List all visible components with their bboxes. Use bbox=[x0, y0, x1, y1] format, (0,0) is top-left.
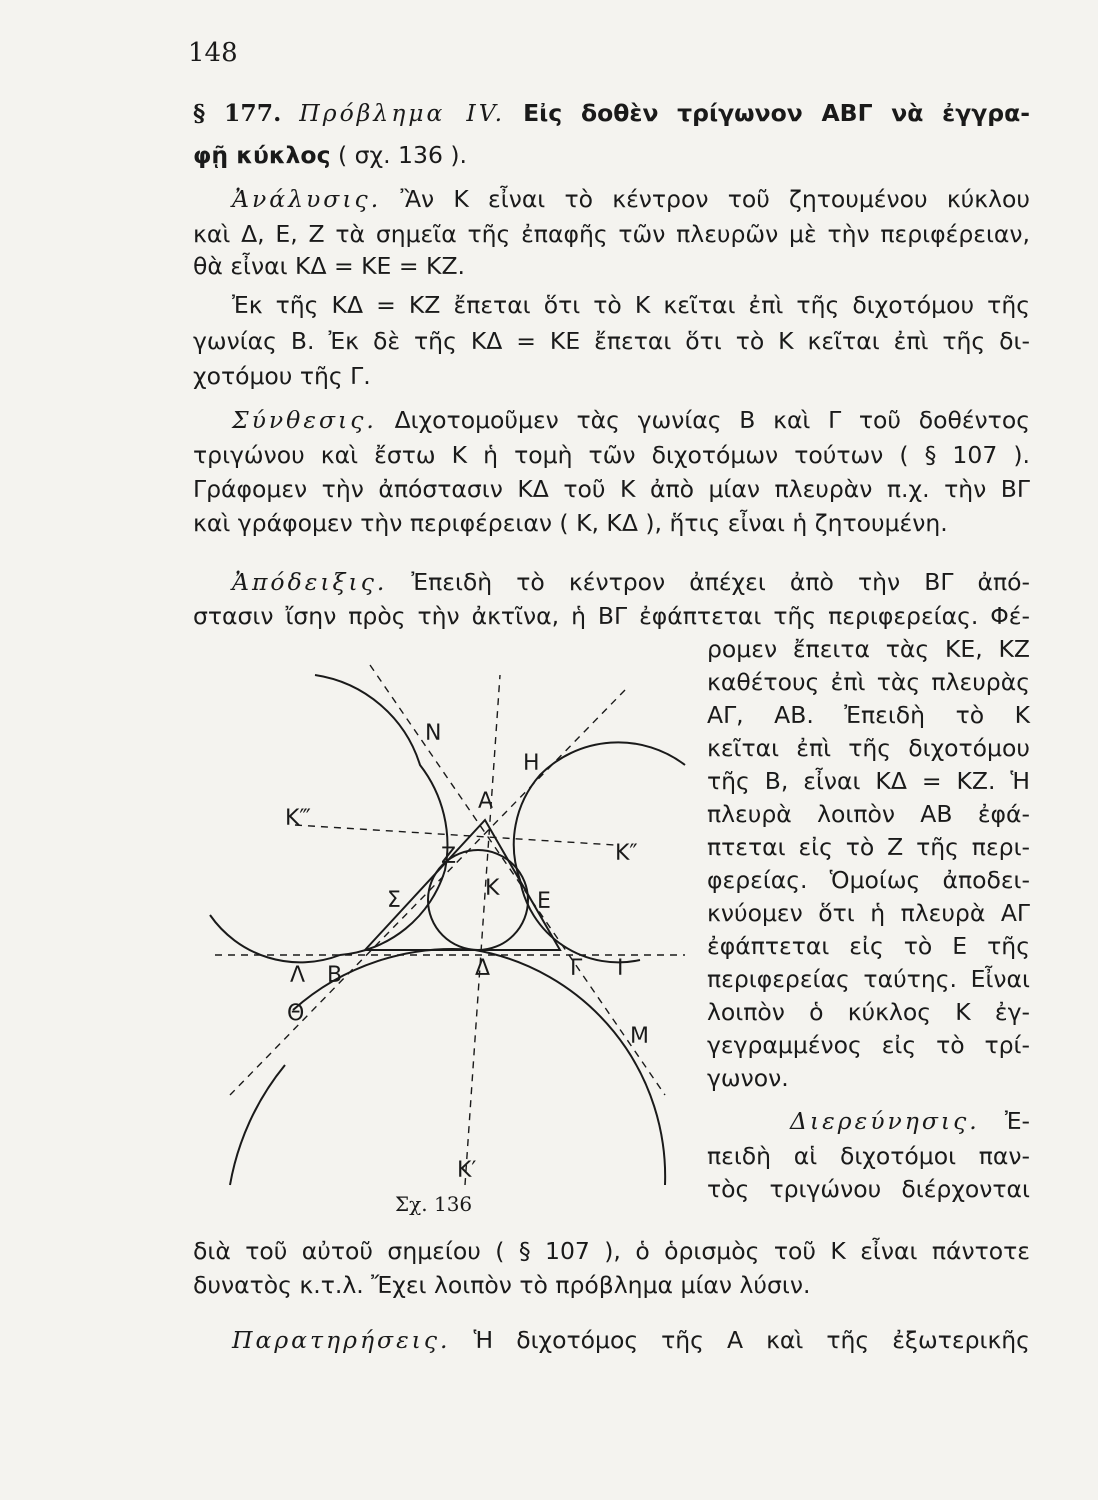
proof-side-9: κνύομεν ὅτι ἡ πλευρὰ ΑΓ bbox=[707, 899, 1030, 927]
remarks-label: Παρατηρήσεις. bbox=[232, 1326, 451, 1354]
proof-side-10: ἐφάπτεται εἰς τὸ Ε τῆς bbox=[707, 932, 1030, 960]
figure-136 bbox=[195, 655, 695, 1225]
proof-text-1: Ἐπειδὴ τὸ κέντρον ἀπέχει ἀπὸ τὴν ΒΓ ἀπό- bbox=[411, 568, 1030, 596]
arc-theta bbox=[230, 1065, 285, 1185]
discussion-line-5: δυνατὸς κ.τ.λ. Ἔχει λοιπὸν τὸ πρόβλημα μίαν λύσιν. bbox=[193, 1271, 811, 1299]
heading-line-1 bbox=[193, 97, 1030, 129]
synthesis-text-1: Διχοτομοῦμεν τὰς γωνίας Β καὶ Γ τοῦ δοθέντος bbox=[394, 406, 1030, 434]
bisector-left bbox=[370, 665, 665, 1095]
proof-line-1 bbox=[232, 566, 1030, 598]
discussion-side-1: Ἐ- bbox=[1004, 1107, 1030, 1135]
figure-reference: ( σχ. 136 ). bbox=[338, 141, 468, 169]
synthesis-line-4: καὶ γράφομεν τὴν περιφέρειαν ( Κ, ΚΔ ), ἥτις εἶναι ἡ ζητουμένη. bbox=[193, 509, 948, 537]
label-theta: Θ bbox=[287, 1001, 305, 1026]
proof-side-13: γεγραμμένος εἰς τὸ τρί- bbox=[707, 1031, 1030, 1059]
label-k: Κ bbox=[485, 876, 500, 901]
analysis-line-3: θὰ εἶναι ΚΔ = ΚΕ = ΚΖ. bbox=[193, 252, 466, 280]
analysis-label: Ἀνάλυσις. bbox=[232, 185, 382, 213]
synthesis-line-2: τριγώνου καὶ ἔστω Κ ἡ τομὴ τῶν διχοτόμων τούτων ( § 107 ). bbox=[193, 441, 1030, 469]
label-b: Β bbox=[327, 963, 343, 988]
section-number: § 177. bbox=[193, 99, 282, 127]
proof-side-5: τῆς Β, εἶναι ΚΔ = ΚΖ. Ἡ bbox=[707, 767, 1030, 795]
problem-statement: Εἰς δοθὲν τρίγωνον ΑΒΓ νὰ ἐγγρα- bbox=[523, 99, 1030, 127]
excircle-k3 bbox=[210, 675, 447, 962]
proof-side-6: πλευρὰ λοιπὸν ΑΒ ἐφά- bbox=[707, 800, 1030, 828]
remarks-line-1 bbox=[232, 1324, 1030, 1356]
label-gamma: Γ bbox=[570, 956, 583, 981]
proof-side-11: περιφερείας ταύτης. Εἶναι bbox=[707, 965, 1030, 993]
label-z: Ζ bbox=[441, 844, 457, 869]
discussion-label: Διερεύνησις. bbox=[790, 1107, 980, 1135]
problem-statement-2: φῇ κύκλος bbox=[193, 141, 331, 169]
bisector-right bbox=[230, 690, 625, 1095]
label-a: Α bbox=[478, 789, 494, 814]
discussion-side-2: πειδὴ αἱ διχοτόμοι παν- bbox=[707, 1142, 1030, 1170]
bisector-a bbox=[465, 675, 500, 1185]
analysis-line-5: γωνίας Β. Ἐκ δὲ τῆς ΚΔ = ΚΕ ἔπεται ὅτι τὸ Κ κεῖται ἐπὶ τῆς δι- bbox=[193, 327, 1030, 355]
remarks-text-1: Ἡ διχοτόμος τῆς Α καὶ τῆς ἐξωτερικῆς bbox=[473, 1326, 1030, 1354]
label-e: Ε bbox=[537, 889, 551, 914]
synthesis-label: Σύνθεσις. bbox=[232, 406, 377, 434]
label-m: Μ bbox=[630, 1024, 649, 1049]
analysis-line-1 bbox=[232, 183, 1030, 215]
proof-side-12: λοιπὸν ὁ κύκλος Κ ἐγ- bbox=[707, 998, 1030, 1026]
proof-side-2: καθέτους ἐπὶ τὰς πλευρὰς bbox=[707, 668, 1030, 696]
discussion-line-1 bbox=[790, 1105, 1030, 1137]
discussion-line-4: διὰ τοῦ αὐτοῦ σημείου ( § 107 ), ὁ ὁρισμὸς τοῦ Κ εἶναι πάντοτε bbox=[193, 1237, 1030, 1265]
label-h: Η bbox=[523, 751, 540, 776]
label-n: Ν bbox=[425, 721, 442, 746]
proof-label: Ἀπόδειξις. bbox=[232, 568, 388, 596]
analysis-line-2: καὶ Δ, Ε, Ζ τὰ σημεῖα τῆς ἐπαφῆς τῶν πλευρῶν μὲ τὴν περιφέρειαν, bbox=[193, 220, 1030, 248]
label-k-prime: Κ′ bbox=[457, 1158, 477, 1183]
label-sigma: Σ bbox=[387, 888, 401, 913]
proof-side-14: γωνον. bbox=[707, 1064, 789, 1092]
analysis-text-1: Ἂν Κ εἶναι τὸ κέντρον τοῦ ζητουμένου κύκλου bbox=[400, 185, 1030, 213]
proof-side-1: ρομεν ἔπειτα τὰς ΚΕ, ΚΖ bbox=[707, 635, 1030, 663]
discussion-side-3: τὸς τριγώνου διέρχονται bbox=[707, 1175, 1030, 1203]
figure-drawing bbox=[195, 655, 695, 1225]
synthesis-line-1 bbox=[232, 404, 1030, 436]
label-lambda: Λ bbox=[290, 963, 306, 988]
proof-line-2: στασιν ἴσην πρὸς τὴν ἀκτῖνα, ἡ ΒΓ ἐφάπτεται τῆς περιφερείας. Φέ- bbox=[193, 602, 1030, 630]
label-iota: Ι bbox=[617, 956, 624, 981]
synthesis-line-3: Γράφομεν τὴν ἀπόστασιν ΚΔ τοῦ Κ ἀπὸ μίαν πλευρὰν π.χ. τὴν ΒΓ bbox=[193, 475, 1030, 503]
label-k-double: Κ″ bbox=[615, 841, 638, 866]
label-delta: Δ bbox=[475, 956, 491, 981]
proof-side-8: φερείας. Ὁμοίως ἀποδει- bbox=[707, 866, 1030, 894]
proof-side-4: κεῖται ἐπὶ τῆς διχοτόμου bbox=[707, 734, 1030, 762]
figure-caption: Σχ. 136 bbox=[395, 1192, 473, 1216]
analysis-line-4: Ἐκ τῆς ΚΔ = ΚΖ ἔπεται ὅτι τὸ Κ κεῖται ἐπὶ τῆς διχοτόμου τῆς bbox=[232, 291, 1030, 319]
label-k-triple: Κ‴ bbox=[285, 806, 311, 831]
proof-side-3: ΑΓ, ΑΒ. Ἐπειδὴ τὸ Κ bbox=[707, 701, 1030, 729]
page-number: 148 bbox=[188, 38, 238, 68]
heading-line-2 bbox=[193, 139, 467, 171]
proof-side-7: πτεται εἰς τὸ Ζ τῆς περι- bbox=[707, 833, 1030, 861]
problem-label: Πρόβλημα IV. bbox=[299, 99, 506, 127]
line-k3-k2 bbox=[295, 825, 615, 845]
analysis-line-6: χοτόμου τῆς Γ. bbox=[193, 362, 371, 390]
